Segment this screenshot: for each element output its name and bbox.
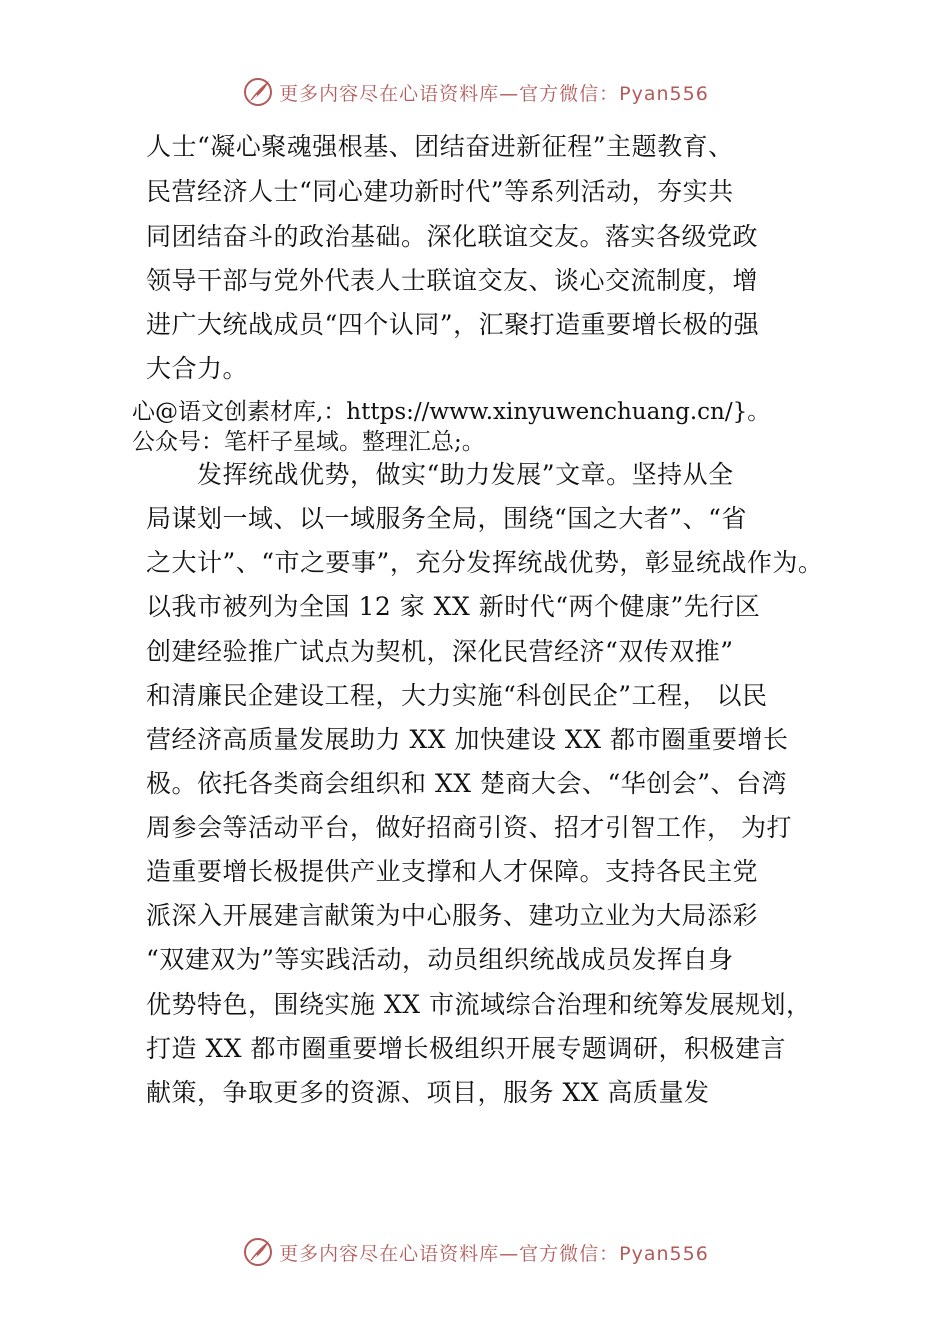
text-line: 领导干部与党外代表人士联谊交友、谈心交流制度，增 — [146, 266, 759, 295]
text-line: 发挥统战优势，做实“助力发展”文章。坚持从全 — [146, 460, 734, 489]
text-line: 周参会等活动平台，做好招商引资、招才引智工作， 为打 — [146, 813, 792, 842]
note-line: 公众号：笔杆子星域。整理汇总;。 — [132, 429, 485, 455]
note-line: 心@语文创素材库,：https://www.xinyuwenchuang.cn/}。 — [132, 399, 771, 425]
text-line: 人士“凝心聚魂强根基、团结奋进新征程”主题教育、 — [146, 132, 734, 161]
watermark-banner-top — [0, 72, 950, 112]
text-line: 打造 XX 都市圈重要增长极组织开展专题调研，积极建言 — [146, 1034, 786, 1063]
text-line: 优势特色，围绕实施 XX 市流域综合治理和统筹发展规划， — [146, 990, 812, 1019]
text-line: 以我市被列为全国 12 家 XX 新时代“两个健康”先行区 — [146, 592, 761, 621]
text-line: 同团结奋斗的政治基础。深化联谊交友。落实各级党政 — [146, 222, 759, 251]
text-line: 派深入开展建言献策为中心服务、建功立业为大局添彩 — [146, 901, 759, 930]
text-line: 大合力。 — [146, 354, 249, 383]
text-line: 创建经验推广试点为契机，深化民营经济“双传双推” — [146, 637, 734, 666]
text-line: 献策，争取更多的资源、项目，服务 XX 高质量发 — [146, 1078, 710, 1107]
watermark-banner-bottom — [0, 1232, 950, 1272]
text-line: 营经济高质量发展助力 XX 加快建设 XX 都市圈重要增长 — [146, 725, 789, 754]
text-line: “双建双为”等实践活动，动员组织统战成员发挥自身 — [146, 945, 734, 974]
text-line: 民营经济人士“同心建功新时代”等系列活动，夯实共 — [146, 177, 734, 206]
text-line: 局谋划一域、以一域服务全局，围绕“国之大者”、“省 — [146, 504, 747, 533]
text-line: 和清廉民企建设工程，大力实施“科创民企”工程， 以民 — [146, 681, 768, 710]
text-line: 之大计”、“市之要事”，充分发挥统战优势，彰显统战作为。 — [146, 548, 824, 577]
feather-quill-circle-icon — [241, 1235, 275, 1269]
feather-quill-circle-icon — [241, 75, 275, 109]
text-line: 进广大统战成员“四个认同”，汇聚打造重要增长极的强 — [146, 310, 760, 339]
text-line: 极。依托各类商会组织和 XX 楚商大会、“华创会”、台湾 — [146, 769, 788, 798]
watermark-text: 更多内容尽在心语资料库—官方微信：Pyan556 — [279, 82, 709, 105]
text-line: 造重要增长极提供产业支撑和人才保障。支持各民主党 — [146, 857, 759, 886]
watermark-text: 更多内容尽在心语资料库—官方微信：Pyan556 — [279, 1242, 709, 1265]
